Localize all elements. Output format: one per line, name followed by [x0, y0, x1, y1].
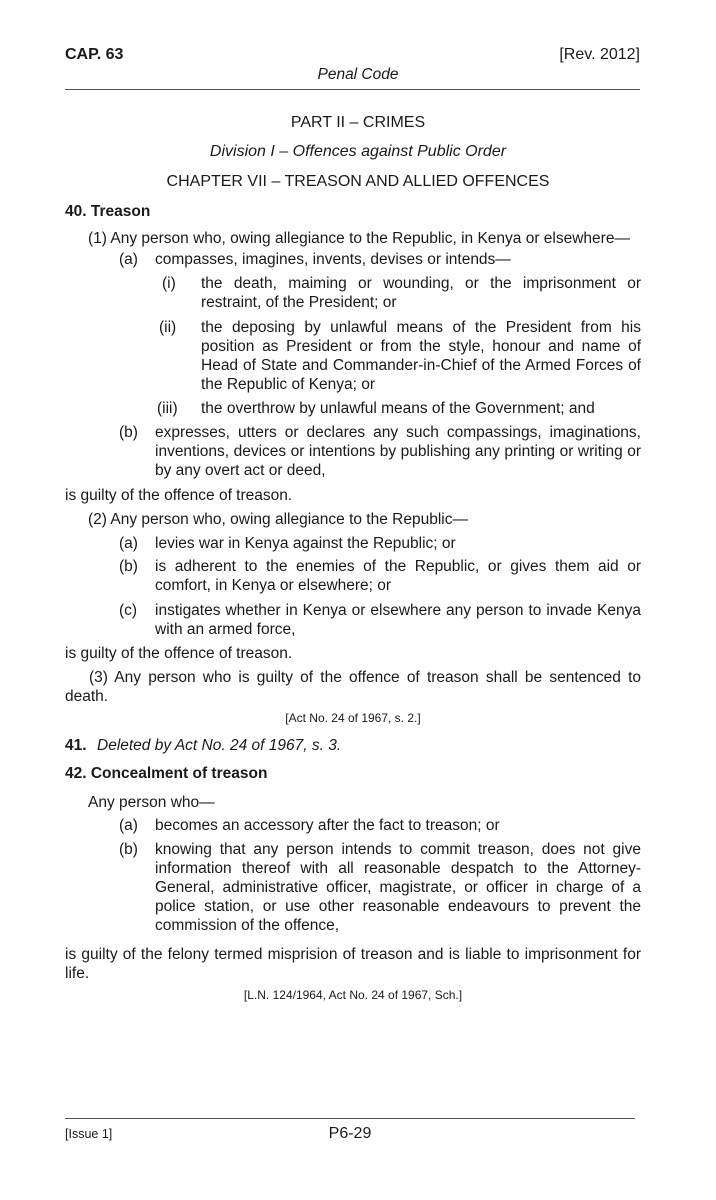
- s42-b-label: (b): [119, 841, 138, 858]
- s40-1a-ii-label: (ii): [159, 319, 177, 336]
- section-42-heading: 42. Concealment of treason: [65, 765, 268, 782]
- s40-1a-i-text: the death, maiming or wounding, or the imprisonment or restraint, of the President; or: [201, 275, 641, 311]
- chapter-number: CAP. 63: [65, 46, 124, 63]
- s40-guilty-2: is guilty of the offence of treason.: [65, 645, 293, 662]
- s40-subsection-1: (1) Any person who, owing allegiance to the Republic, in Kenya or elsewhere—: [88, 230, 630, 247]
- s40-citation: [Act No. 24 of 1967, s. 2.]: [285, 711, 421, 725]
- header-rule: [65, 89, 640, 90]
- s40-1a-iii-text: the overthrow by unlawful means of the Government; and: [201, 400, 595, 417]
- s42-b-text: knowing that any person intends to commit treason, does not give information thereof with all reasonable despatch to the Attorney-General, administrative officer, magistrate, or officer in charge of a police station, or use other reasonable endeavours to prevent the commission of the offence,: [155, 841, 641, 934]
- s42-a-text: becomes an accessory after the fact to treason; or: [155, 817, 500, 834]
- footer-rule: [65, 1118, 635, 1119]
- s40-1a-ii-text: the deposing by unlawful means of the President from his position as President or from the style, honour and name of Head of State and Commander-in-Chief of the Armed Forces of the Republic of Kenya; or: [201, 319, 641, 393]
- s40-1a-iii-label: (iii): [157, 400, 178, 417]
- s42-closing: is guilty of the felony termed misprision of treason and is liable to imprisonment for life.: [65, 946, 641, 982]
- s40-1a-label: (a): [119, 251, 138, 268]
- section-41-text: Deleted by Act No. 24 of 1967, s. 3.: [97, 737, 342, 754]
- s40-2c-label: (c): [119, 602, 138, 619]
- s40-2a-text: levies war in Kenya against the Republic; or: [155, 535, 456, 552]
- division-title: Division I – Offences against Public Order: [209, 143, 507, 160]
- s40-2b-text: is adherent to the enemies of the Republic, or gives them aid or comfort, in Kenya or elsewhere; or: [155, 558, 641, 594]
- s40-subsection-3: (3) Any person who is guilty of the offence of treason shall be sentenced to death.: [65, 669, 641, 705]
- s40-1b-text: expresses, utters or declares any such compassings, imaginations, inventions, devices or intentions by publishing any printing or writing or by any overt act or deed,: [155, 424, 641, 479]
- s40-subsection-2: (2) Any person who, owing allegiance to the Republic—: [88, 511, 468, 528]
- s42-a-label: (a): [119, 817, 138, 834]
- s40-guilty-1: is guilty of the offence of treason.: [65, 487, 293, 504]
- revision-label: [Rev. 2012]: [559, 46, 640, 63]
- s40-2a-label: (a): [119, 535, 138, 552]
- section-40-heading: 40. Treason: [65, 203, 151, 220]
- issue-label: [Issue 1]: [65, 1127, 113, 1141]
- s40-1b-label: (b): [119, 424, 138, 441]
- s40-2c-text: instigates whether in Kenya or elsewhere any person to invade Kenya with an armed force,: [155, 602, 641, 638]
- part-title: PART II – CRIMES: [290, 114, 426, 131]
- section-41-number: 41.: [65, 737, 87, 754]
- chapter-title: CHAPTER VII – TREASON AND ALLIED OFFENCES: [166, 173, 550, 190]
- running-title: Penal Code: [317, 66, 399, 83]
- s42-citation: [L.N. 124/1964, Act No. 24 of 1967, Sch.]: [243, 988, 463, 1002]
- s40-1a-text: compasses, imagines, invents, devises or intends—: [155, 251, 511, 268]
- s40-2b-label: (b): [119, 558, 138, 575]
- s40-1a-i-label: (i): [162, 275, 176, 292]
- page-number: P6-29: [328, 1125, 372, 1142]
- s42-intro: Any person who—: [88, 794, 215, 811]
